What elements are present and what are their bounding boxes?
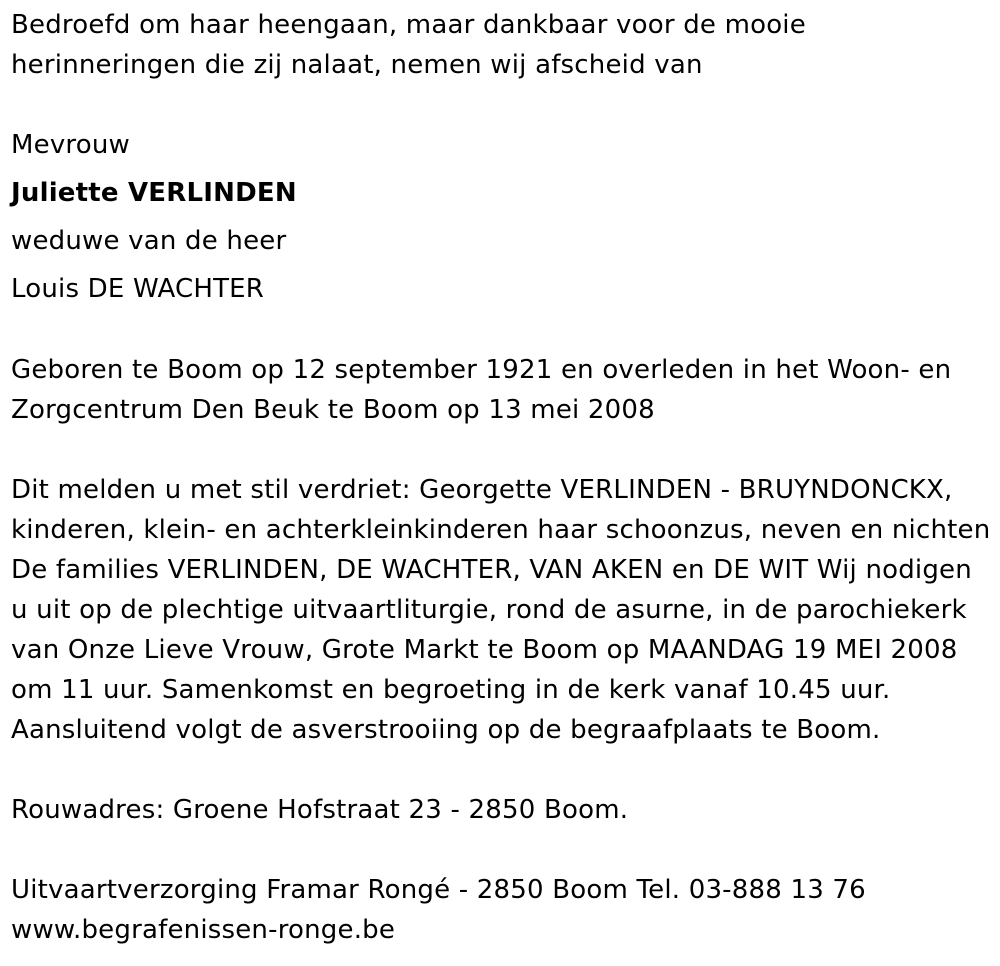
- announcement-line-4: u uit op de plechtige uitvaartliturgie, rond de asurne, in de parochiekerk: [11, 595, 967, 625]
- spouse-name: Louis DE WACHTER: [11, 274, 265, 304]
- mourning-address: Rouwadres: Groene Hofstraat 23 - 2850 Boom.: [11, 795, 629, 825]
- funeral-home-website[interactable]: www.begrafenissen-ronge.be: [11, 915, 396, 945]
- announcement-line-6: om 11 uur. Samenkomst en begroeting in de kerk vanaf 10.45 uur.: [11, 675, 891, 705]
- honorific: Mevrouw: [11, 130, 130, 160]
- announcement-line-3: De families VERLINDEN, DE WACHTER, VAN AKEN en DE WIT Wij nodigen: [11, 555, 972, 585]
- funeral-home-line: Uitvaartverzorging Framar Rongé - 2850 Boom Tel. 03-888 13 76: [11, 875, 866, 905]
- announcement-line-2: kinderen, klein- en achterkleinkinderen haar schoonzus, neven en nichten: [11, 515, 991, 545]
- birth-death-line-2: Zorgcentrum Den Beuk te Boom op 13 mei 2008: [11, 395, 655, 425]
- announcement-line-5: van Onze Lieve Vrouw, Grote Markt te Boom op MAANDAG 19 MEI 2008: [11, 635, 958, 665]
- birth-death-line-1: Geboren te Boom op 12 september 1921 en overleden in het Woon- en: [11, 355, 952, 385]
- announcement-line-7: Aansluitend volgt de asverstrooiing op de begraafplaats te Boom.: [11, 715, 881, 745]
- deceased-name: Juliette VERLINDEN: [11, 178, 297, 208]
- spouse-intro: weduwe van de heer: [11, 226, 287, 256]
- intro-line-1: Bedroefd om haar heengaan, maar dankbaar voor de mooie: [11, 10, 806, 40]
- announcement-line-1: Dit melden u met stil verdriet: Georgette VERLINDEN - BRUYNDONCKX,: [11, 475, 953, 505]
- intro-line-2: herinneringen die zij nalaat, nemen wij afscheid van: [11, 50, 703, 80]
